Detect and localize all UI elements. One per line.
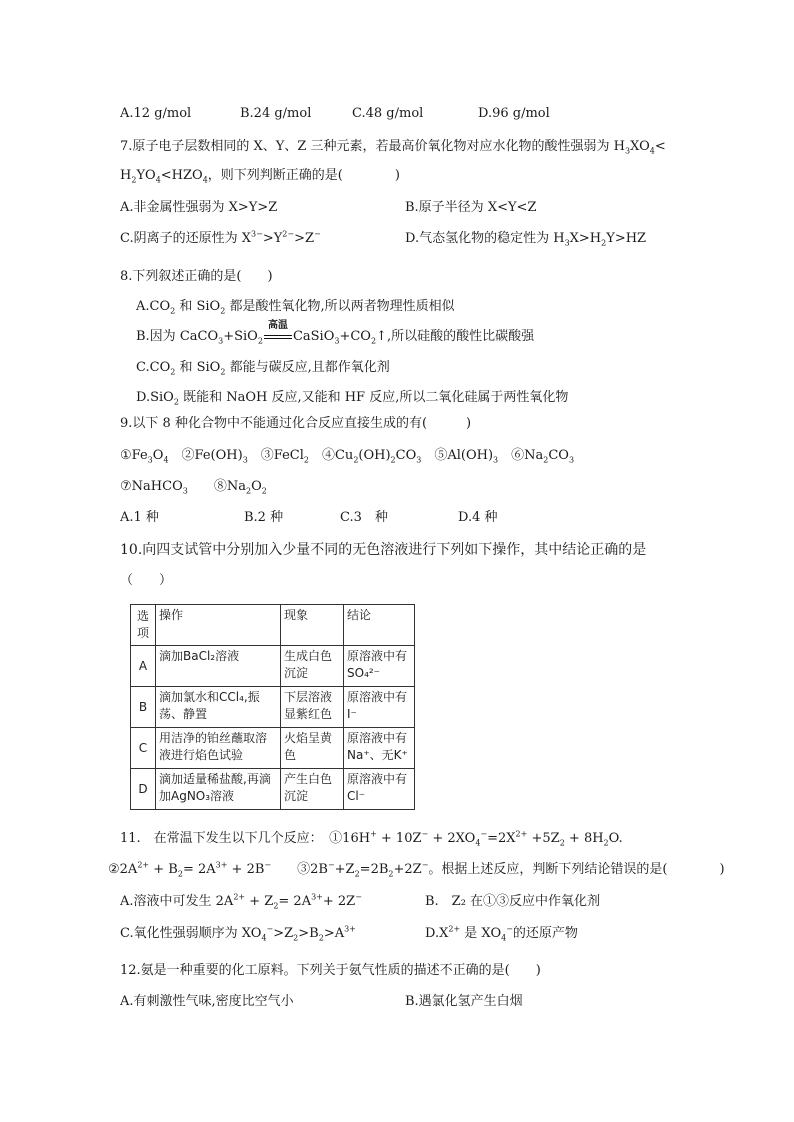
table-cell: 用洁净的铂丝蘸取溶液进行焰色试验 — [156, 728, 281, 769]
q11-option-d: $D.X^{2+}$ 是 $XO_4^-$的还原产物 — [425, 924, 578, 943]
q8-option-b: B.因为 CaCO$_3$+SiO$_2$ 高温 $CaSiO_3+CO_2↑$,所以硅酸的酸性比碳酸强 — [136, 320, 535, 346]
table-cell: 原溶液中有Cl⁻ — [344, 769, 415, 810]
table-cell: B — [131, 687, 156, 728]
table-header-cell: 结论 — [344, 605, 415, 646]
q11-option-c: C.氧化性强弱顺序为 $XO_4^->Z_2>B_2>A^{3+}$ — [120, 924, 356, 943]
table-cell: 滴加BaCl₂溶液 — [156, 646, 281, 687]
q11-option-a: A.溶液中可发生 $2A^{2+} + Z_2= 2A^{3+}+ 2Z^-$ — [120, 892, 362, 911]
reaction-arrow-icon: 高温 — [263, 328, 293, 346]
q10-paren: （ ） — [120, 573, 173, 588]
q10-table — [130, 604, 415, 810]
q7-option-b: B.原子半径为 X<Y<Z — [405, 200, 537, 215]
table-row — [131, 646, 415, 687]
table-cell: 产生白色沉淀 — [281, 769, 344, 810]
q8-option-c: $C.CO_2$ 和 SiO$_2$ 都能与碳反应,且都作氧化剂 — [136, 360, 390, 377]
q6-option-b: B.24 g/mol — [240, 106, 312, 121]
table-cell: A — [131, 646, 156, 687]
table-cell: 原溶液中有I⁻ — [344, 687, 415, 728]
table-row — [131, 769, 415, 810]
q9-compounds-line1: $①Fe_3O_4$ $②Fe(OH)_3$ ③FeCl$_2$ $④Cu_2(OH)_2CO_3$ $⑤Al(OH)_3$ $⑥Na_2CO_3$ — [120, 448, 575, 465]
q8-stem: 8.下列叙述正确的是( ) — [120, 269, 273, 284]
table-cell: 火焰呈黄色 — [281, 728, 344, 769]
q12-option-a: A.有刺激性气味,密度比空气小 — [120, 994, 294, 1009]
q11-option-b: B. Z₂ 在①③反应中作氧化剂 — [425, 894, 601, 909]
table-header-row — [131, 605, 415, 646]
q9-option-c: C.3 种 — [340, 510, 388, 525]
q8-option-d: D.SiO$_2$ 既能和 NaOH 反应,又能和 HF 反应,所以二氧化硅属于两性氧化物 — [136, 390, 569, 407]
q11-reactions: $②2A^{2+} + B_2= 2A^{3+} + 2B^-$ $③2B^-+Z_2=2B_2+2Z^-$。根据上述反应，判断下列结论错误的是( ) — [108, 860, 725, 879]
q6-option-a: A.12 g/mol — [120, 106, 192, 121]
q11-stem: 11. 在常温下发生以下几个反应： ①16H+ + $10Z^- + 2XO_4^-=2X^{2+} +5Z_2 + 8H_2O$. — [120, 829, 623, 848]
table-header-cell: 现象 — [281, 605, 344, 646]
table-cell: 原溶液中有SO₄²⁻ — [344, 646, 415, 687]
q12-stem: 12.氨是一种重要的化工原料。下列关于氨气性质的描述不正确的是( ) — [120, 963, 541, 978]
table-cell: 下层溶液显紫红色 — [281, 687, 344, 728]
table-header-cell: 操作 — [156, 605, 281, 646]
table-cell: 原溶液中有Na⁺、无K⁺ — [344, 728, 415, 769]
q9-option-d: D.4 种 — [458, 510, 498, 525]
q7-option-c: C.阴离子的还原性为 $X^{3-}>Y^{2-}>Z^-$ — [120, 229, 321, 246]
q7-stem: 7.原子电子层数相同的 X、Y、Z 三种元素，若最高价氧化物对应水化物的酸性强弱为 $H_3XO_4<$ — [120, 139, 666, 156]
table-cell: 滴加氯水和CCl₄,振荡、静置 — [156, 687, 281, 728]
table-row — [131, 687, 415, 728]
table-cell: D — [131, 769, 156, 810]
q9-option-b: B.2 种 — [244, 510, 284, 525]
q7-option-d: D.气态氢化物的稳定性为 $H_3X>H_2Y>HZ$ — [405, 231, 647, 248]
table-header-cell: 选项 — [131, 605, 156, 646]
q8-option-a: $A.CO_2$ 和 SiO$_2$ 都是酸性氧化物,所以两者物理性质相似 — [136, 299, 455, 316]
q9-option-a: A.1 种 — [120, 510, 159, 525]
q10-stem: 10.向四支试管中分别加入少量不同的无色溶液进行下列如下操作，其中结论正确的是 — [120, 542, 647, 558]
q6-option-c: C.48 g/mol — [352, 106, 424, 121]
q7-stem-cont: $H_2YO_4<HZO_4$，则下列判断正确的是( ) — [120, 168, 400, 185]
q12-option-b: B.遇氯化氢产生白烟 — [405, 994, 523, 1009]
q9-stem: 9.以下 8 种化合物中不能通过化合反应直接生成的有( ) — [120, 416, 472, 431]
table-cell: 滴加适量稀盐酸,再滴加AgNO₃溶液 — [156, 769, 281, 810]
q9-compounds-line2: ⑦NaHCO$_3$ $⑧Na_2O_2$ — [120, 479, 267, 496]
table-cell: 生成白色沉淀 — [281, 646, 344, 687]
table-row — [131, 728, 415, 769]
q7-option-a: A.非金属性强弱为 X>Y>Z — [120, 200, 278, 215]
q6-option-d: D.96 g/mol — [478, 106, 550, 121]
table-cell: C — [131, 728, 156, 769]
